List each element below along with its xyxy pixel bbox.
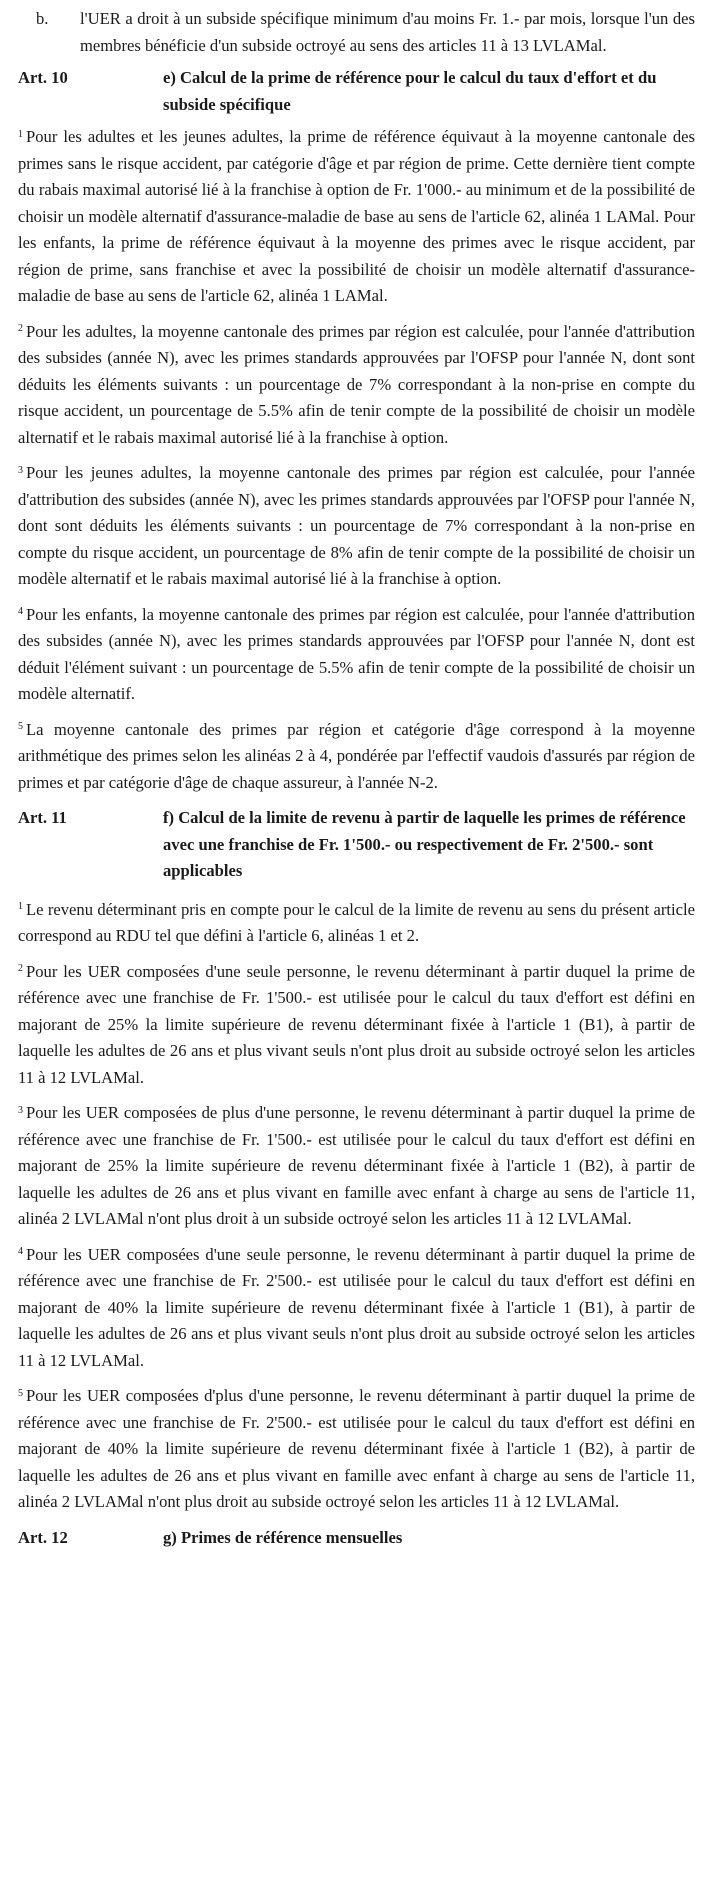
paragraph	[18, 1383, 695, 1516]
article-title: f) Calcul de la limite de revenu à partir de laquelle les primes de référence avec une franchise de Fr. 1'500.- ou respectivement de Fr. 2'500.- sont applicables	[163, 808, 686, 880]
article-12-heading	[18, 1525, 695, 1552]
paragraph-number: 4	[18, 606, 23, 617]
article-11-heading	[18, 805, 695, 885]
paragraph-number: 5	[18, 721, 23, 732]
article-10-heading	[18, 65, 695, 118]
paragraph-number: 1	[18, 128, 23, 140]
article-10-body	[18, 124, 695, 796]
paragraph	[18, 1242, 695, 1375]
article-title: e) Calcul de la prime de référence pour le calcul du taux d'effort et du subside spécifique	[163, 68, 657, 114]
paragraph-text: La moyenne cantonale des primes par région et catégorie d'âge correspond à la moyenne arithmétique des primes selon les alinéas 2 à 4, pondérée par l'effectif vaudois d'assurés par région de primes et par catégorie d'âge de chaque assureur, à l'année N-2.	[18, 719, 695, 792]
paragraph	[18, 959, 695, 1092]
paragraph	[18, 460, 695, 593]
paragraph	[18, 602, 695, 708]
article-title: g) Primes de référence mensuelles	[163, 1527, 403, 1547]
paragraph-text: Le revenu déterminant pris en compte pour le calcul de la limite de revenu au sens du présent article correspond au RDU tel que défini à l'article 6, alinéas 1 et 2.	[18, 899, 695, 945]
article-number: Art. 10	[18, 68, 68, 87]
article-number: Art. 11	[18, 808, 67, 827]
paragraph-text: Pour les UER composées d'une seule personne, le revenu déterminant à partir duquel la prime de référence avec une franchise de Fr. 2'500.- est utilisée pour le calcul du taux d'effort est défini en majorant de 40% la limite supérieure de revenu déterminant fixée à l'article 1 (B1), à partir de laquelle les adultes de 26 ans et plus vivant seuls n'ont plus droit au subside octroyé selon les articles 11 à 12 LVLAMal.	[18, 1244, 695, 1370]
paragraph-number: 2	[18, 963, 23, 974]
paragraph	[18, 717, 695, 797]
paragraph-number: 3	[18, 464, 23, 476]
paragraph-text: Pour les jeunes adultes, la moyenne cantonale des primes par région est calculée, pour l'année d'attribution des subsides (année N), avec les primes standards approuvées par l'OFSP pour l'année N, dont sont déduits les éléments suivants : un pourcentage de 7% correspondant à la non-prise en compte du risque accident, un pourcentage de 8% afin de tenir compte de la possibilité de choisir un modèle alternatif et le rabais maximal autorisé lié à la franchise à option.	[18, 463, 695, 588]
article-number: Art. 12	[18, 1527, 68, 1547]
paragraph-number: 4	[18, 1246, 23, 1257]
paragraph-text: Pour les UER composées de plus d'une personne, le revenu déterminant à partir duquel la prime de référence avec une franchise de Fr. 1'500.- est utilisée pour le calcul du taux d'effort est défini en majorant de 25% la limite supérieure de revenu déterminant fixée à l'article 1 (B2), à partir de laquelle les adultes de 26 ans et plus vivant en famille avec enfant à charge au sens de l'article 11, alinéa 2 LVLAMal n'ont plus droit à un subside octroyé selon les articles 11 à 12 LVLAMal.	[18, 1103, 695, 1228]
paragraph	[18, 897, 695, 950]
paragraph	[18, 124, 695, 310]
list-item-label: b.	[36, 9, 49, 28]
paragraph-number: 3	[18, 1104, 23, 1116]
paragraph-number: 1	[18, 901, 23, 912]
paragraph	[18, 1100, 695, 1233]
paragraph-text: Pour les adultes, la moyenne cantonale des primes par région est calculée, pour l'année d'attribution des subsides (année N), avec les primes standards approuvées par l'OFSP pour l'année N, dont sont déduits les éléments suivants : un pourcentage de 7% correspondant à la non-prise en compte du risque accident, un pourcentage de 5.5% afin de tenir compte de la possibilité de choisir un modèle alternatif et le rabais maximal autorisé lié à la franchise à option.	[18, 321, 695, 447]
list-item-text: l'UER a droit à un subside spécifique minimum d'au moins Fr. 1.- par mois, lorsque l'un des membres bénéficie d'un subside octroyé au sens des articles 11 à 13 LVLAMal.	[80, 9, 695, 55]
paragraph-text: Pour les adultes et les jeunes adultes, la prime de référence équivaut à la moyenne cantonale des primes sans le risque accident, par catégorie d'âge et par région de prime. Cette dernière tient compte du rabais maximal autorisé lié à la franchise à option de Fr. 1'000.- au minimum et de la possibilité de choisir un modèle alternatif d'assurance-maladie de base au sens de l'article 62, alinéa 1 LAMal. Pour les enfants, la prime de référence équivaut à la moyenne des primes avec le risque accident, par région de prime, sans franchise et avec la possibilité de choisir un modèle alternatif d'assurance-maladie de base au sens de l'article 62, alinéa 1 LAMal.	[18, 127, 695, 305]
paragraph-text: Pour les enfants, la moyenne cantonale des primes par région est calculée, pour l'année d'attribution des subsides (année N), avec les primes standards approuvées par l'OFSP pour l'année N, dont est déduit l'élément suivant : un pourcentage de 5.5% afin de tenir compte de la possibilité de choisir un modèle alternatif.	[18, 604, 695, 703]
paragraph-number: 5	[18, 1387, 23, 1399]
article-11-body	[18, 897, 695, 1516]
paragraph	[18, 319, 695, 452]
paragraph-text: Pour les UER composées d'plus d'une personne, le revenu déterminant à partir duquel la prime de référence avec une franchise de Fr. 2'500.- est utilisée pour le calcul du taux d'effort est défini en majorant de 40% la limite supérieure de revenu déterminant fixée à l'article 1 (B2), à partir de laquelle les adultes de 26 ans et plus vivant en famille avec enfant à charge au sens de l'article 11, alinéa 2 LVLAMal n'ont plus droit au subside octroyé selon les articles 11 à 12 LVLAMal.	[18, 1386, 695, 1511]
paragraph-number: 2	[18, 323, 23, 334]
paragraph-text: Pour les UER composées d'une seule personne, le revenu déterminant à partir duquel la prime de référence avec une franchise de Fr. 1'500.- est utilisée pour le calcul du taux d'effort est défini en majorant de 25% la limite supérieure de revenu déterminant fixée à l'article 1 (B1), à partir de laquelle les adultes de 26 ans et plus vivant seuls n'ont plus droit au subside octroyé selon les articles 11 à 12 LVLAMal.	[18, 961, 695, 1087]
list-item-b	[18, 6, 695, 59]
